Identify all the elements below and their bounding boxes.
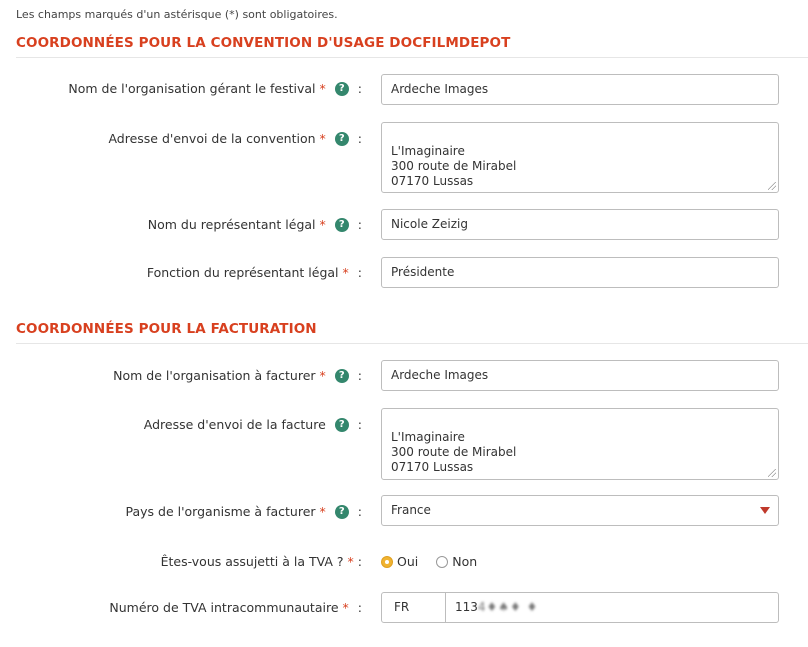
field-label: Numéro de TVA intracommunautaire: [109, 600, 339, 615]
rep-name-label-group: [148, 217, 362, 232]
billing-address-textarea[interactable]: [381, 408, 779, 480]
required-marker: *: [319, 131, 326, 146]
resize-handle[interactable]: [768, 182, 776, 190]
radio-no-label[interactable]: Non: [452, 554, 478, 569]
field-label: Adresse d'envoi de la facture: [143, 417, 326, 432]
vat-prefix-field: FR: [381, 592, 446, 623]
billing-org-input[interactable]: Ardeche Images: [381, 360, 779, 391]
resize-handle[interactable]: [768, 469, 776, 477]
field-label: Nom de l'organisation à facturer: [113, 368, 316, 383]
org-name-input[interactable]: Ardeche Images: [381, 74, 779, 105]
convention-address-label-group: [108, 131, 362, 146]
section-title-billing: COORDONNÉES POUR LA FACTURATION: [16, 321, 317, 337]
colon: :: [357, 554, 362, 569]
field-label: Nom de l'organisation gérant le festival: [68, 81, 316, 96]
convention-address-textarea[interactable]: [381, 122, 779, 193]
vat-number-redacted: 4♦♠♦ ♦: [477, 600, 539, 614]
textarea-value: L'Imaginaire 300 route de Mirabel 07170 Lussas: [391, 430, 517, 474]
field-label: Fonction du représentant légal: [146, 265, 339, 280]
vat-subject-radio-group: [381, 554, 495, 569]
colon: :: [357, 217, 362, 232]
required-fields-note: Les champs marqués d'un astérisque (*) sont obligatoires.: [16, 8, 338, 21]
vat-subject-label-group: [161, 554, 362, 569]
radio-no[interactable]: [436, 556, 448, 568]
colon: :: [357, 368, 362, 383]
country-select-value: France: [391, 503, 431, 517]
colon: :: [357, 417, 362, 432]
required-marker: *: [342, 265, 349, 280]
rep-function-input[interactable]: Présidente: [381, 257, 779, 288]
billing-org-label-group: [113, 368, 362, 383]
help-icon[interactable]: ?: [335, 218, 349, 232]
help-icon[interactable]: ?: [335, 82, 349, 96]
required-marker: *: [319, 368, 326, 383]
vat-number-label-group: [109, 600, 362, 615]
chevron-down-icon: [760, 507, 770, 514]
vat-number-input[interactable]: [445, 592, 779, 623]
section-title-convention: COORDONNÉES POUR LA CONVENTION D'USAGE DOCFILMDEPOT: [16, 35, 511, 51]
required-marker: *: [319, 217, 326, 232]
org-name-label-group: [68, 81, 362, 96]
required-marker: *: [342, 600, 349, 615]
rep-function-label-group: [147, 265, 362, 280]
section-divider: [16, 57, 808, 58]
colon: :: [357, 131, 362, 146]
colon: :: [357, 504, 362, 519]
required-marker: *: [319, 504, 326, 519]
radio-yes[interactable]: [381, 556, 393, 568]
help-icon[interactable]: ?: [335, 418, 349, 432]
required-marker: *: [319, 81, 326, 96]
section-divider: [16, 343, 808, 344]
required-marker: *: [347, 554, 354, 569]
colon: :: [357, 265, 362, 280]
colon: :: [357, 81, 362, 96]
textarea-value: L'Imaginaire 300 route de Mirabel 07170 Lussas: [391, 144, 517, 188]
field-label: Êtes-vous assujetti à la TVA ?: [160, 554, 344, 569]
country-label-group: [126, 504, 363, 519]
field-label: Pays de l'organisme à facturer: [125, 504, 316, 519]
radio-yes-label[interactable]: Oui: [397, 554, 419, 569]
field-label: Adresse d'envoi de la convention: [108, 131, 316, 146]
help-icon[interactable]: ?: [335, 369, 349, 383]
billing-address-label-group: [144, 417, 362, 432]
vat-number-value: 113: [455, 600, 478, 614]
help-icon[interactable]: ?: [335, 132, 349, 146]
rep-name-input[interactable]: Nicole Zeizig: [381, 209, 779, 240]
colon: :: [357, 600, 362, 615]
help-icon[interactable]: ?: [335, 505, 349, 519]
country-select[interactable]: [381, 495, 779, 526]
field-label: Nom du représentant légal: [147, 217, 316, 232]
